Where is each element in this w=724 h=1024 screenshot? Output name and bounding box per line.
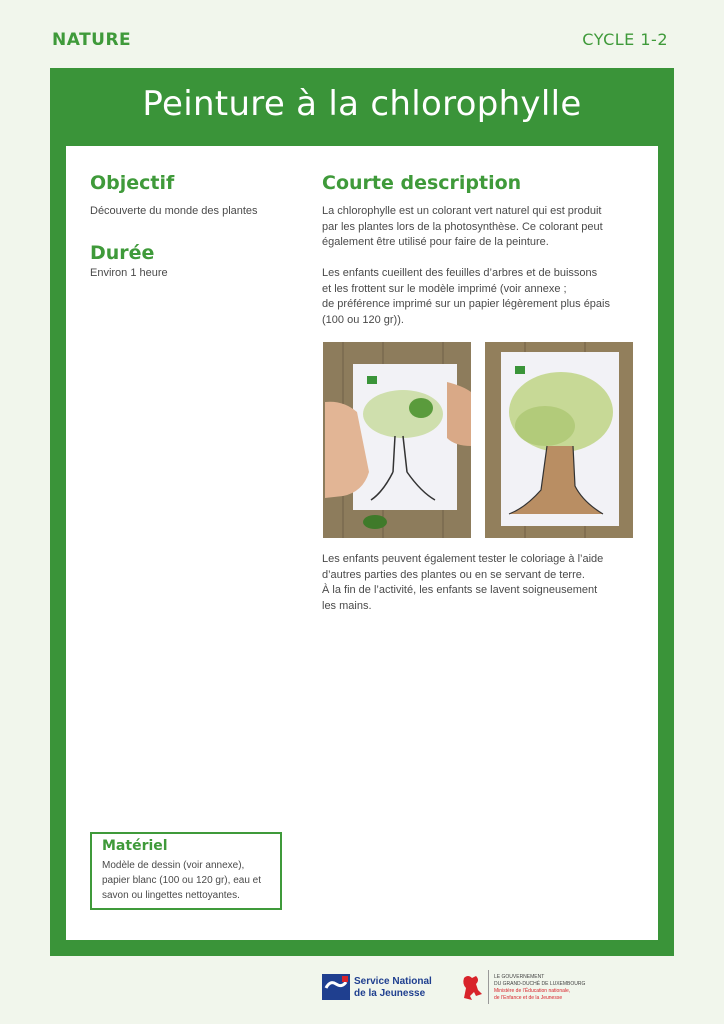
page-title: Peinture à la chlorophylle bbox=[142, 84, 582, 124]
description-heading: Courte description bbox=[322, 172, 522, 194]
photo-finished-drawing bbox=[485, 342, 633, 538]
materiel-text: Modèle de dessin (voir annexe), papier blanc (100 ou 120 gr), eau et savon ou lingettes nettoyantes. bbox=[102, 860, 261, 901]
gov-line-1: LE GOUVERNEMENT bbox=[494, 974, 545, 980]
card-content bbox=[66, 146, 658, 940]
duree-text: Environ 1 heure bbox=[90, 267, 168, 279]
objectif-text: Découverte du monde des plantes bbox=[90, 205, 258, 217]
snj-emblem-icon bbox=[322, 974, 350, 1000]
duree-heading: Durée bbox=[90, 242, 155, 264]
snj-name-line-2: de la Jeunesse bbox=[354, 988, 426, 999]
lion-icon bbox=[458, 972, 484, 1002]
gov-line-3: Ministère de l’Éducation nationale, bbox=[494, 988, 571, 994]
finished-tree-drawing-image bbox=[485, 342, 633, 538]
description-paragraph-3: Les enfants peuvent également tester le coloriage à l’aide d’autres parties des plantes ou en se servant de terre. À la fin de l’activité, les enfants se lavent soigneusement les mains. bbox=[322, 553, 604, 612]
gov-line-2: DU GRAND-DUCHÉ DE LUXEMBOURG bbox=[494, 981, 586, 987]
photo-children-painting bbox=[323, 342, 471, 538]
materiel-box bbox=[90, 832, 282, 910]
snj-logo bbox=[322, 970, 432, 1006]
description-paragraph-2: Les enfants cueillent des feuilles d’arbres et de buissons et les frottent sur le modèle imprimé (voir annexe ; de préférence imprimé sur un papier légèrement plus épais (100 ou 120 gr)). bbox=[322, 267, 610, 326]
government-logo bbox=[458, 970, 608, 1006]
activity-card bbox=[50, 68, 674, 956]
description-paragraph-1: La chlorophylle est un colorant vert naturel qui est produit par les plantes lors de la photosynthèse. Ce colorant peut également être utilisé pour faire de la peinture. bbox=[322, 205, 603, 248]
painting-in-progress-image bbox=[323, 342, 471, 538]
gov-line-4: de l’Enfance et de la Jeunesse bbox=[494, 995, 563, 1001]
cycle-label: CYCLE 1-2 bbox=[582, 30, 668, 49]
snj-name-line-1: Service National bbox=[354, 976, 432, 987]
materiel-heading: Matériel bbox=[102, 838, 168, 854]
category-label: NATURE bbox=[52, 30, 132, 50]
objectif-heading: Objectif bbox=[90, 172, 175, 194]
